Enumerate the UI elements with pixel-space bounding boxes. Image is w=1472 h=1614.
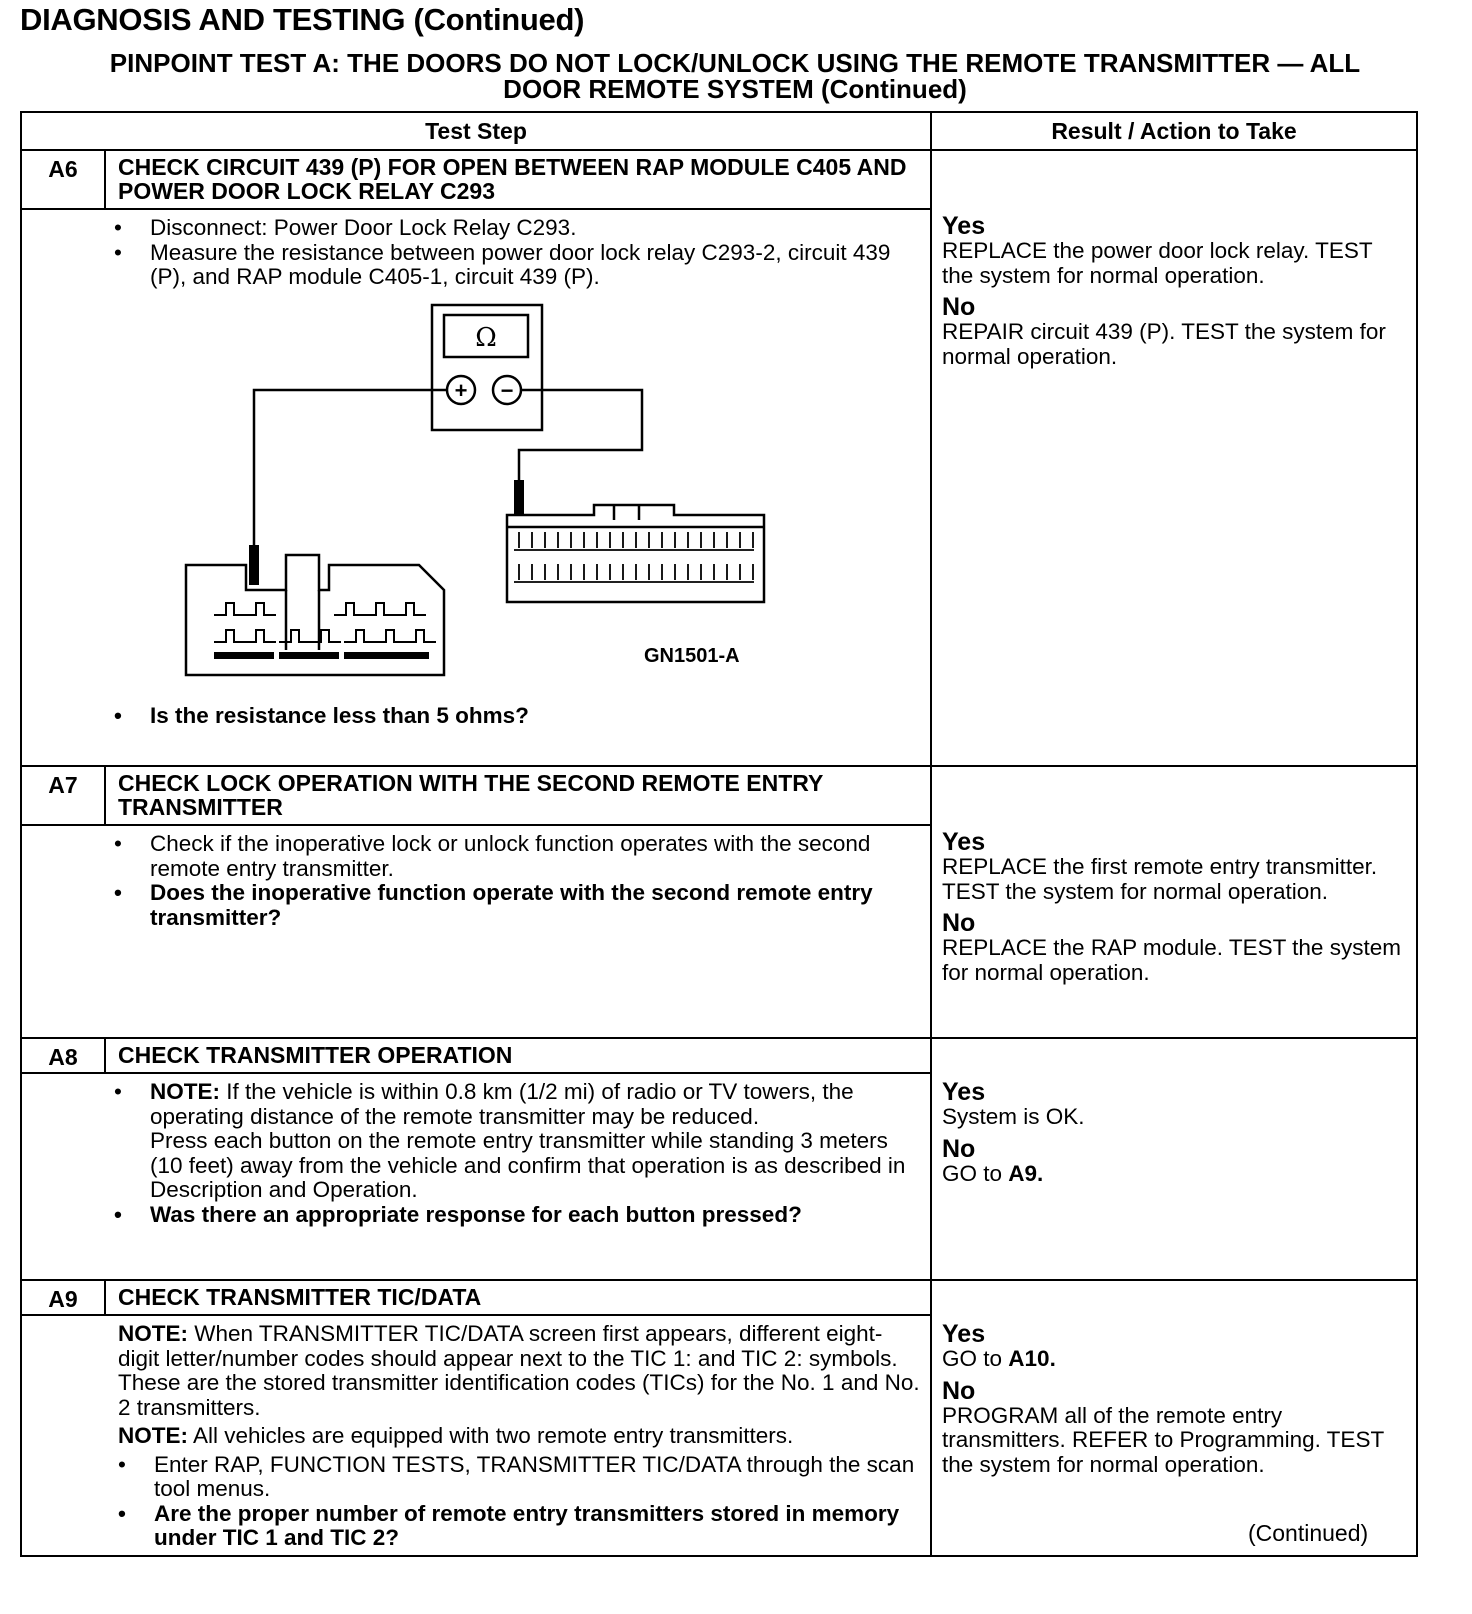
yes-action: GO to A10. — [942, 1346, 1056, 1371]
step-body-a6 — [22, 210, 930, 732]
result-cell-a7 — [931, 766, 1417, 1038]
minus-symbol: − — [500, 377, 514, 403]
note-2: NOTE: All vehicles are equipped with two remote entry transmitters. — [118, 1423, 794, 1448]
negative-test-lead — [519, 390, 642, 495]
result-cell-a6 — [931, 150, 1417, 766]
question-a9: • Are the proper number of remote entry transmitters stored in memory under TIC 1 and TIC 2? — [118, 1502, 920, 1551]
step-ref: A10. — [1008, 1346, 1056, 1371]
step-id: A8 — [22, 1039, 106, 1072]
yes-label: Yes — [942, 1320, 986, 1348]
rap-module-connector-c405 — [507, 505, 764, 602]
test-step-header: Test Step — [21, 112, 931, 150]
negative-probe-tip — [514, 480, 524, 515]
step-head-a8 — [22, 1039, 930, 1074]
step-row-a8 — [21, 1038, 1417, 1280]
bullet-disconnect: • Disconnect: Power Door Lock Relay C293. — [114, 216, 920, 241]
positive-probe-tip — [249, 545, 259, 585]
test-title-line-1: PINPOINT TEST A: THE DOORS DO NOT LOCK/UNLOCK USING THE REMOTE TRANSMITTER — ALL — [109, 48, 1361, 78]
step-title: CHECK LOCK OPERATION WITH THE SECOND REMOTE ENTRY TRANSMITTER — [118, 770, 823, 820]
question-a6: • Is the resistance less than 5 ohms? — [114, 704, 920, 729]
yes-label: Yes — [942, 828, 986, 856]
result-cell-a9 — [931, 1280, 1417, 1556]
step-head-a9 — [22, 1281, 930, 1316]
no-action: GO to A9. — [942, 1160, 1044, 1186]
yes-action: System is OK. — [942, 1104, 1085, 1129]
ohmmeter-diagram — [114, 290, 920, 710]
bullet-note — [114, 1080, 920, 1129]
bullet-enter-rap: • Enter RAP, FUNCTION TESTS, TRANSMITTER TIC/DATA through the scan tool menus. — [118, 1453, 920, 1502]
step-cell-a9 — [21, 1280, 931, 1556]
no-label: No — [942, 1134, 976, 1163]
bullet-check: • Check if the inoperative lock or unlock function operates with the second remote entry transmitter. — [114, 832, 920, 881]
step-id: A7 — [22, 767, 106, 824]
positive-test-lead — [254, 390, 447, 562]
header-row — [21, 112, 1417, 150]
yes-action: REPLACE the first remote entry transmitter. TEST the system for normal operation. — [942, 854, 1378, 904]
step-title: CHECK CIRCUIT 439 (P) FOR OPEN BETWEEN RAP MODULE C405 AND POWER DOOR LOCK RELAY C293 — [118, 154, 907, 204]
ohm-symbol: Ω — [475, 322, 497, 353]
step-head-a6 — [22, 151, 930, 210]
step-row-a9 — [21, 1280, 1417, 1556]
relay-connector-seals — [214, 652, 429, 659]
step-id: A6 — [22, 151, 106, 208]
question-a8: • Was there an appropriate response for each button pressed? — [114, 1203, 920, 1228]
question-a7: • Does the inoperative function operate with the second remote entry transmitter? — [114, 881, 920, 930]
no-label: No — [942, 909, 976, 937]
result-header: Result / Action to Take — [931, 112, 1417, 150]
step-title: CHECK TRANSMITTER OPERATION — [118, 1042, 513, 1068]
no-label: No — [942, 1376, 976, 1405]
plus-symbol: + — [454, 377, 468, 403]
result-cell-a8 — [931, 1038, 1417, 1280]
step-body-a8 — [22, 1074, 930, 1231]
step-body-a9 — [22, 1316, 930, 1555]
step-cell-a6 — [21, 150, 931, 766]
figure-code: GN1501-A — [644, 644, 740, 667]
no-label: No — [942, 293, 976, 321]
no-action: PROGRAM all of the remote entry transmitters. REFER to Programming. TEST the system for normal operation. — [942, 1402, 1384, 1477]
note-1: NOTE: When TRANSMITTER TIC/DATA screen first appears, different eight-digit letter/number codes should appear next to the TIC 1: and TIC 2: symbols. These are the stored transmitter identification codes (TICs) for the No. 1 and No. 2 transmitters. — [118, 1321, 920, 1420]
instruction-text: Press each button on the remote entry transmitter while standing 3 meters (10 feet) away from the vehicle and confirm that operation is as described in Description and Operation. — [150, 1128, 906, 1202]
step-cell-a8 — [21, 1038, 931, 1280]
no-action: REPAIR circuit 439 (P). TEST the system for normal operation. — [942, 319, 1386, 369]
page-title: DIAGNOSIS AND TESTING (Continued) — [20, 2, 585, 37]
pinpoint-test-title — [20, 50, 1450, 102]
step-row-a6 — [21, 150, 1417, 766]
yes-label: Yes — [942, 1078, 986, 1106]
yes-label: Yes — [942, 212, 986, 240]
step-cell-a7 — [21, 766, 931, 1038]
note-label: NOTE: — [150, 1079, 220, 1104]
no-action: REPLACE the RAP module. TEST the system for normal operation. — [942, 935, 1401, 985]
step-row-a7 — [21, 766, 1417, 1038]
yes-action: REPLACE the power door lock relay. TEST the system for normal operation. — [942, 238, 1373, 288]
bullet-measure: • Measure the resistance between power door lock relay C293-2, circuit 439 (P), and RAP module C405-1, circuit 439 (P). — [114, 241, 920, 290]
rap-connector-pins — [514, 532, 754, 582]
continued-label: (Continued) — [1248, 1520, 1369, 1546]
test-title-line-2: DOOR REMOTE SYSTEM (Continued) — [503, 74, 967, 104]
pinpoint-test-table — [20, 111, 1418, 1557]
step-title: CHECK TRANSMITTER TIC/DATA — [118, 1284, 482, 1310]
note-text: If the vehicle is within 0.8 km (1/2 mi) of radio or TV towers, the operating distance of the remote transmitter may be reduced. — [150, 1079, 854, 1129]
step-head-a7 — [22, 767, 930, 826]
step-ref: A9. — [1008, 1160, 1044, 1186]
step-id: A9 — [22, 1281, 106, 1314]
step-body-a7 — [22, 826, 930, 934]
